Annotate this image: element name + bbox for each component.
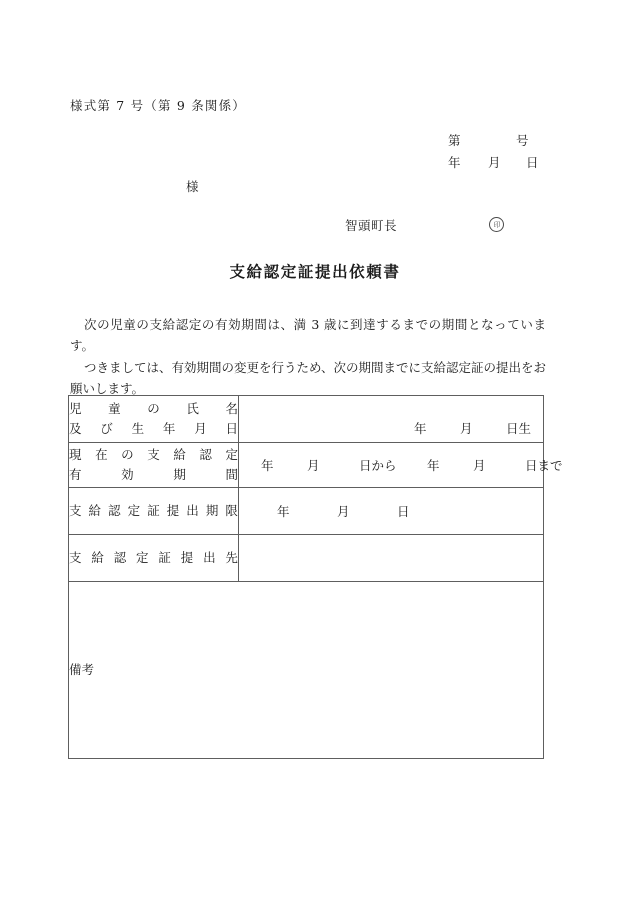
- label-char: 定: [136, 550, 149, 565]
- label-char: 出: [186, 503, 199, 518]
- label-char: 間: [225, 467, 238, 482]
- date-year-label: 年: [448, 155, 461, 170]
- deadline-day-label: 日: [397, 504, 410, 519]
- period-from-month-label: 月: [307, 458, 320, 473]
- period-to-year-label: 年: [427, 458, 440, 473]
- period-from-year-label: 年: [261, 458, 274, 473]
- label-char: 先: [225, 550, 238, 565]
- label-submission-deadline: [69, 488, 239, 535]
- label-char: 在: [95, 447, 108, 462]
- body-text: [70, 314, 546, 400]
- issuer-line: [345, 216, 504, 234]
- date-month-label: 月: [488, 155, 501, 170]
- label-char: 名: [225, 401, 238, 416]
- label-char: 有: [69, 467, 82, 482]
- table-row-current-period: [69, 443, 544, 488]
- label-char: 給: [88, 503, 102, 518]
- birth-day-label: 日生: [505, 421, 531, 436]
- label-char: 支: [69, 503, 82, 518]
- label-child-name-birthdate: [69, 396, 239, 443]
- seal-placeholder: [489, 217, 504, 233]
- field-child-name-birthdate[interactable]: [239, 396, 544, 443]
- label-char: 定: [225, 447, 238, 462]
- table-row-remarks: [69, 582, 544, 759]
- field-submission-deadline[interactable]: [239, 488, 544, 535]
- document-number-line: [448, 130, 558, 152]
- deadline-year-label: 年: [277, 504, 290, 519]
- label-char: 月: [194, 421, 207, 436]
- label-char: 児: [69, 401, 82, 416]
- document-number-unit: 号: [516, 133, 529, 148]
- label-char: 提: [166, 503, 180, 518]
- label-char: 期: [205, 503, 219, 518]
- issuer-name: 智頭町長: [345, 218, 398, 233]
- deadline-month-label: 月: [337, 504, 350, 519]
- child-birthdate-placeholder: [414, 419, 531, 437]
- label-char: 氏: [186, 401, 199, 416]
- page-title: 支給認定証提出依頼書: [229, 262, 401, 281]
- field-remarks[interactable]: [69, 582, 544, 759]
- label-char: 給: [91, 550, 104, 565]
- table-row-deadline: [69, 488, 544, 535]
- period-to-day-label: 日まで: [525, 458, 563, 473]
- label-char: 効: [121, 467, 134, 482]
- label-line-2: [69, 465, 238, 485]
- label-char: 給: [173, 447, 186, 462]
- body-paragraph-1: 次の児童の支給認定の有効期間は、満 3 歳に到達するまでの期間となっています。: [70, 317, 546, 353]
- label-line-1: [69, 501, 238, 521]
- label-char: 日: [225, 421, 238, 436]
- birth-month-label: 月: [459, 421, 473, 436]
- label-line-1: [69, 399, 238, 419]
- label-char: 年: [162, 421, 176, 436]
- label-char: び: [100, 421, 113, 436]
- document-number-label: 第: [448, 133, 461, 148]
- addressee-honorific: 様: [186, 179, 199, 194]
- label-char: 現: [69, 447, 82, 462]
- label-char: の: [147, 401, 160, 416]
- label-char: 出: [203, 550, 216, 565]
- field-submission-destination[interactable]: [239, 535, 544, 582]
- birth-year-label: 年: [413, 421, 427, 436]
- label-char: 及: [69, 421, 82, 436]
- label-remarks: 備考: [69, 662, 95, 677]
- date-day-label: 日: [526, 155, 539, 170]
- label-current-period: [69, 443, 239, 488]
- body-paragraph-2: つきましては、有効期間の変更を行うため、次の期間までに支給認定証の提出をお願いします。: [70, 360, 547, 396]
- deadline-placeholder: [239, 502, 543, 520]
- field-current-period[interactable]: [239, 443, 563, 488]
- label-char: 支: [147, 447, 160, 462]
- period-from-day-label: 日から: [359, 458, 397, 473]
- form-table: [68, 395, 563, 759]
- label-char: 提: [180, 550, 194, 565]
- label-submission-destination: [69, 535, 239, 582]
- label-char: 生: [131, 421, 145, 436]
- label-line-2: [69, 419, 238, 439]
- label-line-1: [69, 445, 238, 465]
- label-char: 認: [199, 447, 212, 462]
- label-char: 童: [108, 401, 121, 416]
- current-period-placeholder: [239, 456, 563, 474]
- document-meta-block: [448, 130, 558, 174]
- label-char: 証: [147, 503, 160, 518]
- document-date-line: [448, 152, 558, 174]
- label-char: の: [121, 447, 134, 462]
- period-to-month-label: 月: [473, 458, 486, 473]
- label-char: 証: [158, 550, 171, 565]
- label-line-1: [69, 548, 238, 568]
- label-char: 限: [225, 503, 238, 518]
- seal-icon: [489, 217, 504, 232]
- form-number: 様式第 7 号（第 9 条関係）: [70, 98, 246, 113]
- label-char: 定: [127, 503, 141, 518]
- label-char: 支: [69, 550, 82, 565]
- label-char: 認: [113, 550, 127, 565]
- label-char: 期: [173, 467, 186, 482]
- label-char: 認: [108, 503, 121, 518]
- table-row-submit-to: [69, 535, 544, 582]
- table-row-child: [69, 396, 544, 443]
